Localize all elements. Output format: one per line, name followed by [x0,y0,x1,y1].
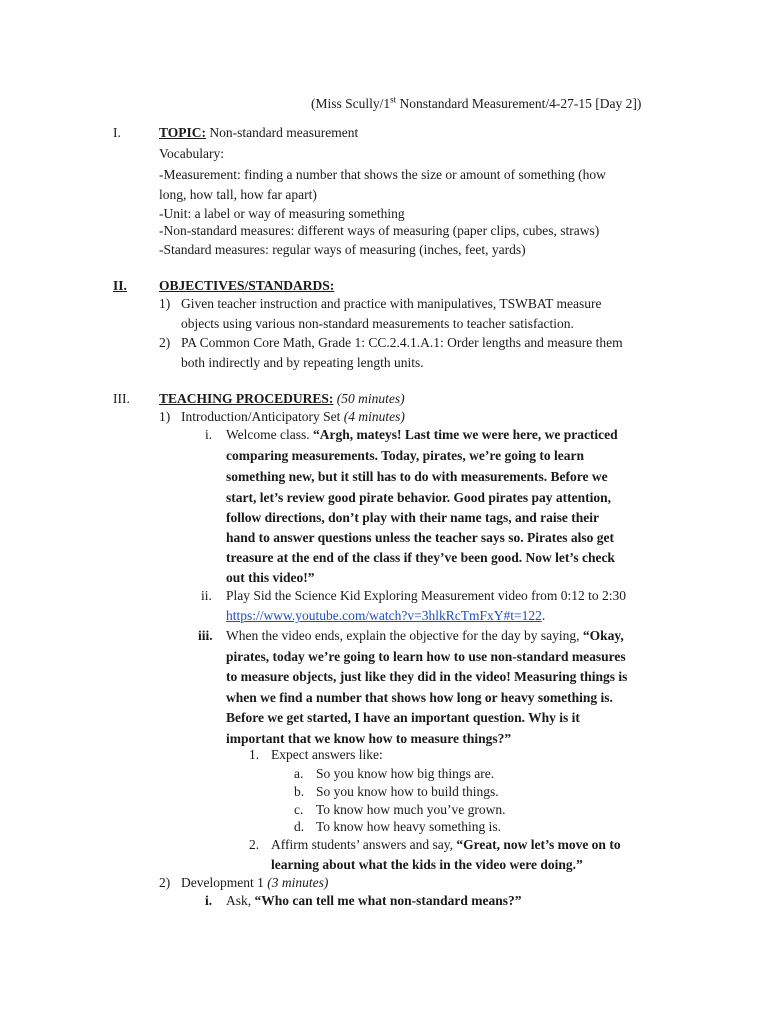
list-number: 2. [249,837,260,852]
vocabulary-label: Vocabulary: [159,146,224,161]
script-line: follow directions, don’t play with their name tags, and raise their [226,510,599,525]
step-label: Development 1 (3 minutes) [181,875,329,890]
sub-step-number: i. [205,427,213,442]
script-line: to measure objects, just like they did in the video! Measuring things is [226,669,628,684]
answer-letter: b. [294,784,305,799]
script-line: out this video!” [226,570,315,585]
objective-number: 2) [159,335,171,350]
step-label: Introduction/Anticipatory Set (4 minutes) [181,409,405,424]
script-line: treasure at the end of the class if they’ve been good. Now let’s check [226,550,615,565]
section-3-heading: TEACHING PROCEDURES: (50 minutes) [159,391,405,406]
script-line: When the video ends, explain the objective for the day by saying, “Okay, [226,628,624,643]
script-line: something new, but it still has to do with measurements. Before we [226,469,608,484]
answer-text: So you know how big things are. [316,766,495,781]
answer-text: To know how heavy something is. [316,819,502,834]
video-instruction: Play Sid the Science Kid Exploring Measurement video from 0:12 to 2:30 [226,588,627,603]
script-line: start, let’s review good pirate behavior. Good pirates pay attention, [226,490,611,505]
sub-step-number: ii. [201,588,212,603]
script-line: Ask, “Who can tell me what non-standard means?” [226,893,522,908]
objective-line: objects using various non-standard measurements to teacher satisfaction. [181,316,574,331]
section-2-heading: OBJECTIVES/STANDARDS: [159,278,335,293]
answer-letter: a. [294,766,304,781]
script-line: Welcome class. “Argh, mateys! Last time we were here, we practiced [226,427,618,442]
section-3-numeral: III. [113,391,130,406]
answer-text: So you know how to build things. [316,784,499,799]
section-1-numeral: I. [113,125,121,140]
expect-label: Expect answers like: [271,747,383,762]
script-line: comparing measurements. Today, pirates, we’re going to learn [226,448,584,463]
vocab-line: -Non-standard measures: different ways of measuring (paper clips, cubes, straws) [159,223,600,238]
vocab-line: -Standard measures: regular ways of measuring (inches, feet, yards) [159,242,526,257]
script-line: Before we get started, I have an important question. Why is it [226,710,580,725]
script-line: Affirm students’ answers and say, “Great, now let’s move on to [271,837,621,852]
step-number: 2) [159,875,171,890]
sub-step-number: i. [205,893,213,908]
objective-number: 1) [159,296,171,311]
script-line: important that we know how to measure things?” [226,731,512,746]
section-2-numeral: II. [113,278,127,293]
vocab-line: -Unit: a label or way of measuring something [159,206,405,221]
video-link[interactable]: https://www.youtube.com/watch?v=3hlkRcTmFxY#t=122 [226,608,542,623]
vocab-line: -Measurement: finding a number that shows the size or amount of something (how [159,167,606,182]
step-number: 1) [159,409,171,424]
answer-letter: d. [294,819,305,834]
sub-step-number: iii. [198,628,213,643]
script-line: hand to answer questions unless the teacher says so. Pirates also get [226,530,615,545]
answer-letter: c. [294,802,304,817]
objective-line: Given teacher instruction and practice with manipulatives, TSWBAT measure [181,296,602,311]
section-1-heading: TOPIC: Non-standard measurement [159,125,359,140]
script-line: pirates, today we’re going to learn how to use non-standard measures [226,649,626,664]
script-line: when we find a number that shows how long or heavy something is. [226,690,613,705]
answer-text: To know how much you’ve grown. [316,802,506,817]
lesson-header: (Miss Scully/1st Nonstandard Measurement/4-27-15 [Day 2]) [311,94,642,111]
objective-line: PA Common Core Math, Grade 1: CC.2.4.1.A.1: Order lengths and measure them [181,335,623,350]
script-line: learning about what the kids in the video were doing.” [271,857,583,872]
list-number: 1. [249,747,260,762]
video-link-line: https://www.youtube.com/watch?v=3hlkRcTmFxY#t=122. [226,608,546,623]
objective-line: both indirectly and by repeating length units. [181,355,424,370]
vocab-line: long, how tall, how far apart) [159,187,317,202]
